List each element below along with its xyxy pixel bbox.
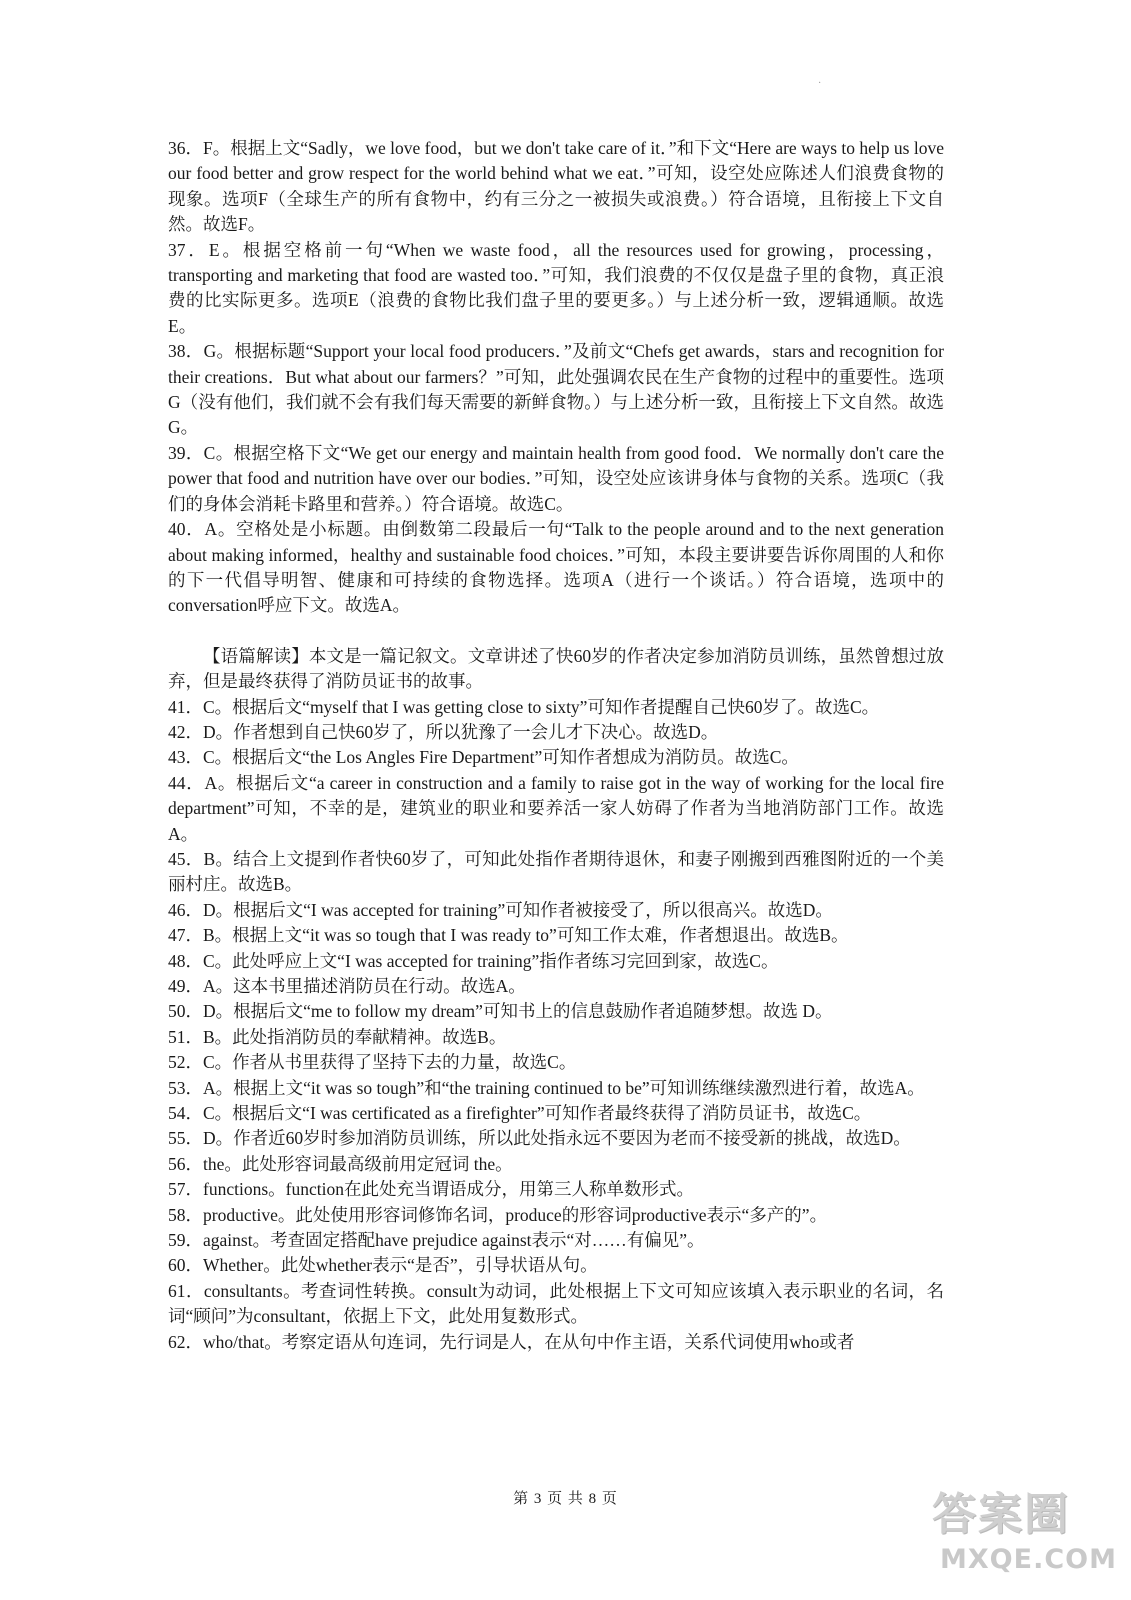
passage-summary: 【语篇解读】本文是一篇记叙文。文章讲述了快60岁的作者决定参加消防员训练，虽然曾想过放弃，但是最终获得了消防员证书的故事。 bbox=[168, 645, 944, 692]
answer-explanations bbox=[168, 136, 944, 1355]
answer-53: 53．A。根据上文“it was so tough”和“the training continued to be”可知训练继续激烈进行着，故选A。 bbox=[168, 1077, 925, 1098]
answer-39: 39．C。根据空格下文“We get our energy and maintain health from good food．We normally don't care the power that food and nutrition have over our bodies．”可知，设空处应该讲身体与食物的关系。选项C（我们的身体会消耗卡路里和营养。）符合语境。故选C。 bbox=[168, 442, 944, 514]
page-footer: 第 3 页 共 8 页 bbox=[513, 1491, 618, 1507]
answer-57: 57．functions。function在此处充当谓语成分，用第三人称单数形式。 bbox=[168, 1179, 694, 1200]
answer-40: 40．A。空格处是小标题。由倒数第二段最后一句“Talk to the people around and to the next generation about making informed，healthy and sustainable food choices．”可知，本段主要讲要告诉你周围的人和你的下一代倡导明智、健康和可持续的食物选择。选项A（进行一个谈话。）符合语境，选项中的conversation呼应下文。故选A。 bbox=[168, 519, 944, 616]
answer-45: 45．B。结合上文提到作者快60岁了，可知此处指作者期待退休，和妻子刚搬到西雅图附近的一个美丽村庄。故选B。 bbox=[168, 848, 944, 895]
answer-50: 50．D。根据后文“me to follow my dream”可知书上的信息鼓励作者追随梦想。故选 D。 bbox=[168, 1001, 833, 1022]
page-mark: · bbox=[818, 78, 822, 89]
answer-48: 48．C。此处呼应上文“I was accepted for training”指作者练习完回到家，故选C。 bbox=[168, 950, 779, 971]
answer-42: 42．D。作者想到自己快60岁了，所以犹豫了一会儿才下决心。故选D。 bbox=[168, 721, 719, 742]
answer-47: 47．B。根据上文“it was so tough that I was ready to”可知工作太难，作者想退出。故选B。 bbox=[168, 925, 849, 946]
answer-51: 51．B。此处指消防员的奉献精神。故选B。 bbox=[168, 1026, 507, 1047]
answer-58: 58．productive。此处使用形容词修饰名词，produce的形容词productive表示“多产的”。 bbox=[168, 1204, 828, 1225]
answer-46: 46．D。根据后文“I was accepted for training”可知作者被接受了，所以很高兴。故选D。 bbox=[168, 899, 833, 920]
answer-62: 62．who/that。考察定语从句连词，先行词是人，在从句中作主语，关系代词使用who或者 bbox=[168, 1331, 855, 1352]
answer-41: 41．C。根据后文“myself that I was getting close to sixty”可知作者提醒自己快60岁了。故选C。 bbox=[168, 696, 880, 717]
watermark bbox=[932, 1478, 1117, 1588]
answer-36: 36．F。根据上文“Sadly，we love food，but we don't take care of it．”和下文“Here are ways to help us love our food better and grow respect for the world behind what we eat．”可知，设空处应陈述人们浪费食物的现象。选项F（全球生产的所有食物中，约有三分之一被损失或浪费。）符合语境，且衔接上下文自然。故选F。 bbox=[168, 138, 944, 235]
watermark-logo: 答案圈 bbox=[932, 1489, 1070, 1540]
answer-38: 38．G。根据标题“Support your local food producers．”及前文“Chefs get awards，stars and recognition for their creations．But what about our farmers？”可知，此处强调农民在生产食物的过程中的重要性。选项G（没有他们，我们就不会有我们每天需要的新鲜食物。）与上述分析一致，且衔接上下文自然。故选G。 bbox=[168, 341, 944, 438]
answer-52: 52．C。作者从书里获得了坚持下去的力量，故选C。 bbox=[168, 1052, 577, 1073]
answer-49: 49．A。这本书里描述消防员在行动。故选A。 bbox=[168, 976, 526, 996]
answer-59: 59．against。考查固定搭配have prejudice against表示“对……有偏见”。 bbox=[168, 1230, 705, 1251]
answer-43: 43．C。根据后文“the Los Angles Fire Department”可知作者想成为消防员。故选C。 bbox=[168, 747, 799, 768]
answer-55: 55．D。作者近60岁时参加消防员训练，所以此处指永远不要因为老而不接受新的挑战，故选D。 bbox=[168, 1128, 911, 1149]
section-gap bbox=[168, 619, 944, 644]
answer-56: 56．the。此处形容词最高级前用定冠词 the。 bbox=[168, 1153, 513, 1174]
answer-37: 37．E。根据空格前一句“When we waste food，all the resources used for growing，processing，transporting and marketing that food are wasted too．”可知，我们浪费的不仅仅是盘子里的食物，真正浪费的比实际更多。选项E（浪费的食物比我们盘子里的要更多。）与上述分析一致，逻辑通顺。故选E。 bbox=[168, 239, 944, 336]
answer-60: 60．Whether。此处whether表示“是否”，引导状语从句。 bbox=[168, 1255, 598, 1276]
answer-61: 61．consultants。考查词性转换。consult为动词，此处根据上下文可知应该填入表示职业的名词，名词“顾问”为consultant，依据上下文，此处用复数形式。 bbox=[168, 1280, 944, 1327]
answer-44: 44．A。根据后文“a career in construction and a family to raise got in the way of working for the local fire department”可知，不幸的是，建筑业的职业和要养活一家人妨碍了作者为当地消防部门工作。故选A。 bbox=[168, 772, 944, 844]
watermark-url: MXQE.COM bbox=[940, 1544, 1117, 1575]
answer-54: 54．C。根据后文“I was certificated as a firefighter”可知作者最终获得了消防员证书，故选C。 bbox=[168, 1103, 872, 1124]
